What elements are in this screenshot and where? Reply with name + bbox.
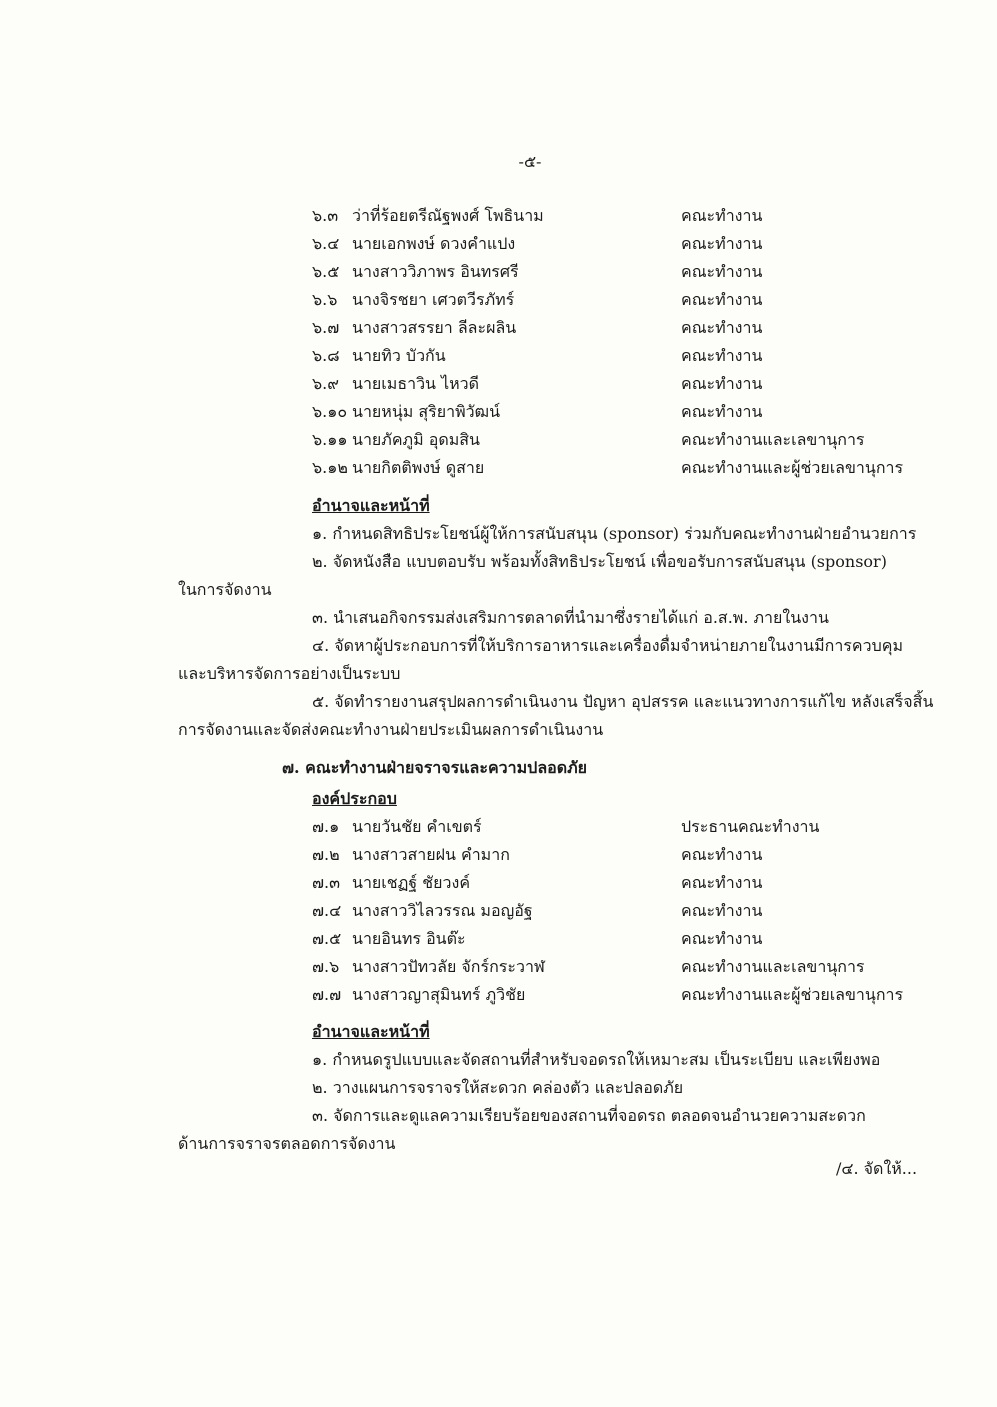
member-name: นายกิตติพงษ์ ดูสาย: [352, 458, 485, 477]
member-name: นายเชฏฐ์ ชัยวงค์: [352, 873, 471, 892]
member-row: [0, 370, 997, 398]
member-name: นางสาวสรรยา ลีละผลิน: [352, 318, 517, 337]
member-name: นางสาวปัทวลัย จักร์กระวาฬ: [352, 957, 545, 976]
member-name: นางจิรชยา เศวตวีรภัทร์: [352, 290, 515, 309]
member-row: [0, 314, 997, 342]
member-row: [0, 925, 997, 953]
group7-duties-heading: อำนาจและหน้าที่: [312, 1022, 430, 1041]
duty-continuation: ด้านการจราจรตลอดการจัดงาน: [178, 1134, 396, 1153]
duty-line: ๑. กำหนดสิทธิประโยชน์ผู้ให้การสนับสนุน (sponsor) ร่วมกับคณะทำงานฝ่ายอำนวยการ: [312, 524, 917, 543]
member-row: [0, 454, 997, 482]
duty-line: ๓. นำเสนอกิจกรรมส่งเสริมการตลาดที่นำมาซึ่งรายได้แก่ อ.ส.พ. ภายในงาน: [312, 608, 829, 627]
member-row: [0, 230, 997, 258]
member-row: [0, 202, 997, 230]
member-role: ประธานคณะทำงาน: [681, 817, 820, 836]
section7-title: ๗. คณะทำงานฝ่ายจราจรและความปลอดภัย: [282, 758, 588, 777]
member-number: ๖.๓: [312, 206, 339, 225]
section7-composition-heading: องค์ประกอบ: [312, 789, 397, 808]
member-number: ๗.๕: [312, 929, 342, 948]
member-number: ๗.๒: [312, 845, 340, 864]
member-number: ๖.๑๑: [312, 430, 348, 449]
member-number: ๖.๖: [312, 290, 338, 309]
member-name: นายหนุ่ม สุริยาพิวัฒน์: [352, 402, 501, 421]
member-name: ว่าที่ร้อยตรีณัฐพงศ์ โพธินาม: [352, 206, 544, 225]
member-row: [0, 286, 997, 314]
member-number: ๖.๗: [312, 318, 340, 337]
member-role: คณะทำงานและเลขานุการ: [681, 957, 865, 976]
member-number: ๗.๖: [312, 957, 340, 976]
member-role: คณะทำงาน: [681, 290, 763, 309]
duty-line: ๒. จัดหนังสือ แบบตอบรับ พร้อมทั้งสิทธิประโยชน์ เพื่อขอรับการสนับสนุน (sponsor): [312, 552, 887, 571]
member-number: ๗.๑: [312, 817, 340, 836]
member-row: [0, 981, 997, 1009]
member-number: ๖.๘: [312, 346, 340, 365]
duty-line: ๓. จัดการและดูแลความเรียบร้อยของสถานที่จอดรถ ตลอดจนอำนวยความสะดวก: [312, 1106, 866, 1125]
member-role: คณะทำงาน: [681, 234, 763, 253]
member-role: คณะทำงาน: [681, 346, 763, 365]
member-role: คณะทำงาน: [681, 206, 763, 225]
member-role: คณะทำงาน: [681, 845, 763, 864]
member-number: ๗.๔: [312, 901, 342, 920]
member-name: นายวันชัย คำเขตร์: [352, 817, 482, 836]
member-number: ๗.๗: [312, 985, 342, 1004]
continuation-marker: /๔. จัดให้...: [836, 1159, 918, 1178]
member-number: ๖.๑๐: [312, 402, 348, 421]
member-name: นายอินทร อินต๊ะ: [352, 929, 466, 948]
member-number: ๗.๓: [312, 873, 341, 892]
duty-continuation: การจัดงานและจัดส่งคณะทำงานฝ่ายประเมินผลการดำเนินงาน: [178, 720, 604, 739]
member-role: คณะทำงาน: [681, 929, 763, 948]
duty-continuation: ในการจัดงาน: [178, 580, 272, 599]
member-row: [0, 258, 997, 286]
member-role: คณะทำงาน: [681, 901, 763, 920]
duty-line: ๑. กำหนดรูปแบบและจัดสถานที่สำหรับจอดรถให้เหมาะสม เป็นระเบียบ และเพียงพอ: [312, 1050, 881, 1069]
member-name: นางสาววิไลวรรณ มอญอัฐ: [352, 901, 533, 920]
member-name: นางสาววิภาพร อินทรศรี: [352, 262, 519, 281]
member-role: คณะทำงาน: [681, 402, 763, 421]
page-number: -๕-: [518, 152, 542, 171]
member-role: คณะทำงาน: [681, 374, 763, 393]
member-row: [0, 813, 997, 841]
member-number: ๖.๑๒: [312, 458, 348, 477]
member-role: คณะทำงาน: [681, 262, 763, 281]
duty-line: ๒. วางแผนการจราจรให้สะดวก คล่องตัว และปลอดภัย: [312, 1078, 684, 1097]
group6-duties-heading: อำนาจและหน้าที่: [312, 496, 430, 515]
member-name: นายทิว บัวกัน: [352, 346, 446, 365]
duty-continuation: และบริหารจัดการอย่างเป็นระบบ: [178, 664, 401, 683]
duty-line: ๔. จัดหาผู้ประกอบการที่ให้บริการอาหารและเครื่องดื่มจำหน่ายภายในงานมีการควบคุม: [312, 636, 903, 655]
member-name: นางสาวญาสุมินทร์ ภูวิชัย: [352, 985, 526, 1004]
member-row: [0, 897, 997, 925]
member-row: [0, 398, 997, 426]
member-row: [0, 953, 997, 981]
member-number: ๖.๙: [312, 374, 339, 393]
member-row: [0, 342, 997, 370]
member-role: คณะทำงานและเลขานุการ: [681, 430, 865, 449]
member-role: คณะทำงานและผู้ช่วยเลขานุการ: [681, 458, 904, 477]
member-name: นายภัคภูมิ อุดมสิน: [352, 430, 480, 449]
member-number: ๖.๕: [312, 262, 340, 281]
member-row: [0, 841, 997, 869]
duty-line: ๕. จัดทำรายงานสรุปผลการดำเนินงาน ปัญหา อุปสรรค และแนวทางการแก้ไข หลังเสร็จสิ้น: [312, 692, 934, 711]
member-role: คณะทำงาน: [681, 873, 763, 892]
member-row: [0, 869, 997, 897]
member-row: [0, 426, 997, 454]
member-role: คณะทำงานและผู้ช่วยเลขานุการ: [681, 985, 904, 1004]
member-name: นายเอกพงษ์ ดวงคำแปง: [352, 234, 516, 253]
member-role: คณะทำงาน: [681, 318, 763, 337]
member-name: นางสาวสายฝน คำมาก: [352, 845, 510, 864]
member-number: ๖.๔: [312, 234, 340, 253]
member-name: นายเมธาวิน ไหวดี: [352, 374, 480, 393]
